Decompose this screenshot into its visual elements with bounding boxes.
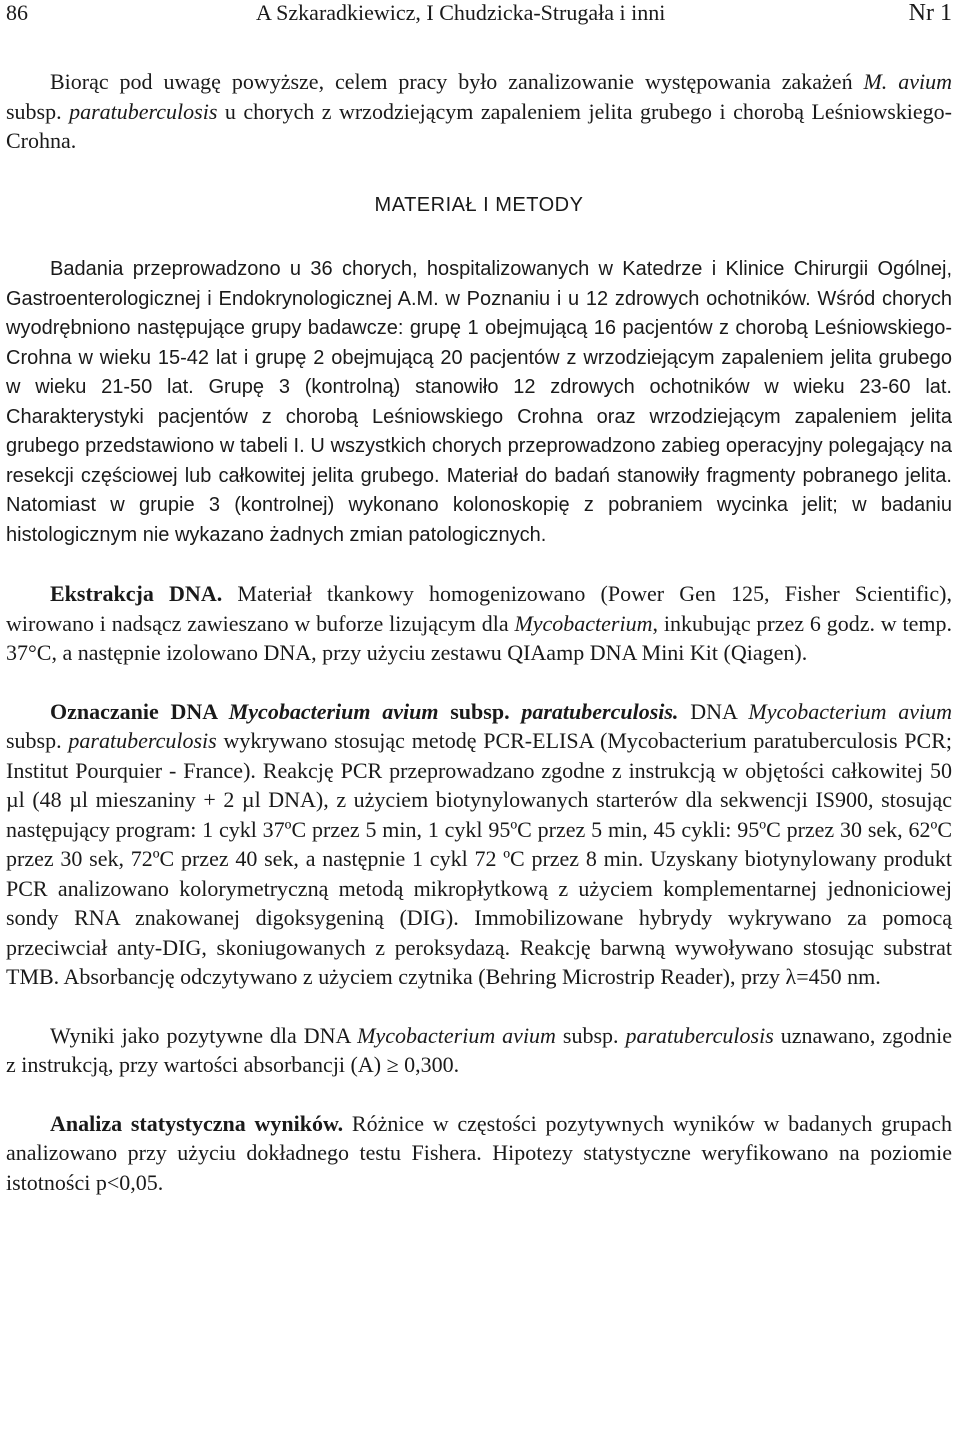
spacer	[6, 156, 952, 182]
spacer	[6, 992, 952, 1021]
detection-paragraph	[6, 697, 952, 992]
detection-heading: Oznaczanie DNA	[50, 698, 229, 724]
intro-text: subsp.	[6, 98, 70, 124]
statistics-heading: Analiza statystyczna wyników.	[50, 1110, 344, 1136]
extraction-text: Materiał tkankowy homogenizowano (Power Gen 125, Fisher Scientific), wirowano i nadsącz zawieszano w buforze lizującym dla	[6, 581, 952, 636]
extraction-text: , inkubując przez 6 godz. w temp. 37°C, a następnie izolowano DNA, przy użyciu zestawu QIAamp DNA Mini Kit (Qiagen).	[6, 610, 952, 665]
criteria-text: subsp.	[555, 1022, 626, 1048]
species-name: Mycobacterium avium	[357, 1022, 556, 1048]
species-name: M. avium	[863, 69, 952, 94]
methods-paragraph: Badania przeprowadzono u 36 chorych, hospitalizowanych w Katedrze i Klinice Chirurgii Ogólnej, Gastroenterologicznej i Endokrynologicznej A.M. w Poznaniu i u 12 zdrowych ochotników. Wśród chorych wyodrębniono następujące grupy badawcze: grupę 1 obejmującą 16 pacjentów z chorobą Leśniowskiego-Crohna w wieku 15-42 lat i grupę 2 obejmującą 20 pacjentów z wrzodziejącym zapaleniem jelita grubego w wieku 21-50 lat. Grupę 3 (kontrolną) stanowiło 12 zdrowych ochotników w wieku 23-60 lat. Charakterystyki pacjentów z chorobą Leśniowskiego Crohna oraz wrzodziejącym zapaleniem jelita grubego przedstawiono w tabeli I. U wszystkich chorych przeprowadzono zabieg operacyjny polegający na resekcji częściowej lub całkowitej jelita grubego. Materiał do badań stanowiły fragmenty pobranego jelita. Natomiast w grupie 3 (kontrolnej) wykonano kolonoskopię z pobraniem wycinka jelit; w badaniu histologicznym nie wykazano żadnych zmian patologicznych.	[6, 258, 952, 546]
detection-heading-species: Mycobacterium avium	[228, 698, 439, 724]
subspecies-name: paratuberculosis	[68, 728, 217, 753]
species-name: Mycobacterium avium	[748, 698, 953, 724]
running-head: A Szkaradkiewicz, I Chudzicka-Strugała i inni	[256, 0, 666, 25]
intro-text: u chorych z wrzodziejącym zapaleniem jelita grubego i chorobą Leśniowskiego-Crohna.	[6, 98, 952, 153]
detection-text: wykrywano stosując metodę PCR-ELISA (Mycobacterium paratuberculosis PCR; Institut Pourquier - France). Reakcję PCR przeprowadzano zgodne z instrukcją w objętości całkowitej 50 µl (48 µl mieszaniny + 2 µl DNA), z użyciem biotynylowanych starterów dla sekwencji IS900, stosując następujący program: 1 cykl 37ºC przez 5 min, 1 cykl 95ºC przez 5 min, 45 cykli: 95ºC przez 30 sek, 62ºC przez 30 sek, 72ºC przez 40 sek, a następnie 1 cykl 72 ºC przez 8 min. Uzyskany biotynylowany produkt PCR analizowano kolorymetryczną metodą mikropłytkową z użyciem komplementarnej jednoniciowej sondy RNA znakowanej digoksygeniną (DIG). Immobilizowane hybrydy wykrywano za pomocą przeciwciał anty-DIG, skoniugowanych z peroksydazą. Reakcję barwną wywoływano stosując substrat TMB. Absorbancję odczytywano z użyciem czytnika (Behring Microstrip Reader), przy λ=450 nm.	[6, 728, 952, 989]
statistics-text: Różnice w częstości pozytywnych wyników w badanych grupach analizowano przy użyciu dokładnego testu Fishera. Hipotezy statystyczne weryfikowano na poziomie istotności p<0,05.	[6, 1110, 953, 1195]
spacer	[6, 1080, 952, 1109]
article-body	[6, 67, 952, 1197]
statistics-paragraph	[6, 1109, 952, 1198]
page-number: 86	[6, 0, 28, 25]
extraction-heading: Ekstrakcja DNA.	[50, 581, 223, 606]
genus-name: Mycobacterium	[514, 610, 653, 636]
extraction-paragraph	[6, 579, 952, 668]
page-header	[0, 0, 960, 30]
detection-heading: subsp.	[438, 698, 522, 724]
intro-text: Biorąc pod uwagę powyższe, celem pracy było zanalizowanie występowania zakażeń	[50, 69, 864, 94]
section-title: MATERIAŁ I METODY	[374, 193, 584, 216]
subspecies-name: paratuberculosis	[625, 1022, 774, 1048]
spacer	[6, 229, 952, 255]
issue-number: Nr 1	[908, 0, 952, 26]
detection-heading-subspecies: paratuberculosis.	[521, 698, 679, 724]
criteria-text: uznawano, zgodnie z instrukcją, przy wartości absorbancji (A) ≥ 0,300.	[6, 1022, 953, 1077]
detection-text: subsp.	[6, 728, 69, 753]
intro-paragraph	[6, 67, 952, 156]
detection-text: DNA	[678, 698, 749, 724]
results-criteria-paragraph	[6, 1021, 952, 1080]
spacer	[6, 550, 952, 579]
subspecies-name: paratuberculosis	[69, 98, 218, 124]
spacer	[6, 668, 952, 697]
criteria-text: Wyniki jako pozytywne dla DNA	[50, 1022, 358, 1048]
